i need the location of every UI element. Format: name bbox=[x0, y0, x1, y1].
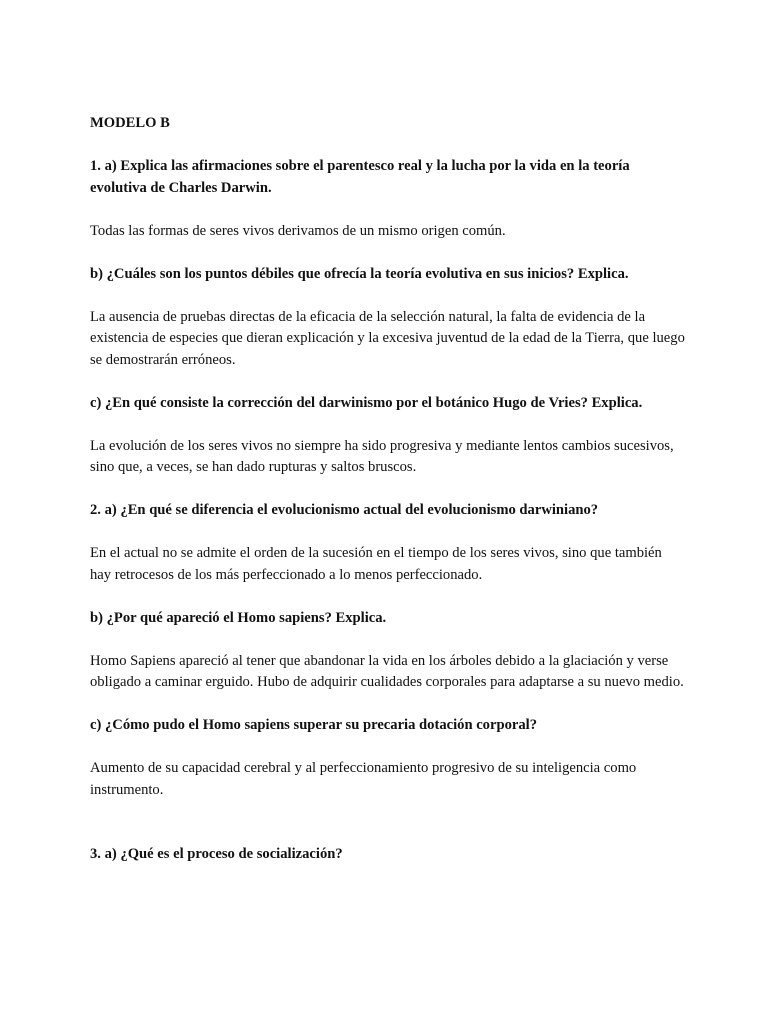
document-title: MODELO B bbox=[90, 115, 170, 131]
blank-spacer bbox=[90, 823, 685, 845]
question-1a: 1. a) Explica las afirmaciones sobre el parentesco real y la lucha por la vida en la teoría evolutiva de Charles Darwin. bbox=[90, 158, 630, 196]
document-body bbox=[90, 113, 685, 887]
answer-1a: Todas las formas de seres vivos derivamos de un mismo origen común. bbox=[90, 222, 506, 239]
question-1c: c) ¿En qué consiste la corrección del darwinismo por el botánico Hugo de Vries? Explica. bbox=[90, 394, 643, 411]
question-2c: c) ¿Cómo pudo el Homo sapiens superar su precaria dotación corporal? bbox=[90, 717, 537, 733]
question-1b: b) ¿Cuáles son los puntos débiles que ofrecía la teoría evolutiva en sus inicios? Explica. bbox=[90, 265, 629, 282]
answer-2a: En el actual no se admite el orden de la sucesión en el tiempo de los seres vivos, sino que también hay retrocesos de los más perfeccionado a lo menos perfeccionado. bbox=[90, 545, 662, 583]
answer-2b: Homo Sapiens apareció al tener que abandonar la vida en los árboles debido a la glaciación y verse obligado a caminar erguido. Hubo de adquirir cualidades corporales para adaptarse a su nuevo medio. bbox=[90, 652, 684, 690]
answer-1c: La evolución de los seres vivos no siempre ha sido progresiva y mediante lentos cambios sucesivos, sino que, a veces, se han dado rupturas y saltos bruscos. bbox=[90, 437, 674, 475]
question-3a: 3. a) ¿Qué es el proceso de socialización? bbox=[90, 846, 343, 862]
question-2b: b) ¿Por qué apareció el Homo sapiens? Explica. bbox=[90, 609, 387, 626]
answer-2c: Aumento de su capacidad cerebral y al perfeccionamiento progresivo de su inteligencia como instrumento. bbox=[90, 760, 637, 798]
answer-1b: La ausencia de pruebas directas de la eficacia de la selección natural, la falta de evidencia de la existencia de especies que dieran explicación y la excesiva juventud de la edad de la Tierra, que luego se demostrarán erróneos. bbox=[90, 308, 685, 368]
question-2a: 2. a) ¿En qué se diferencia el evolucionismo actual del evolucionismo darwiniano? bbox=[90, 502, 599, 518]
